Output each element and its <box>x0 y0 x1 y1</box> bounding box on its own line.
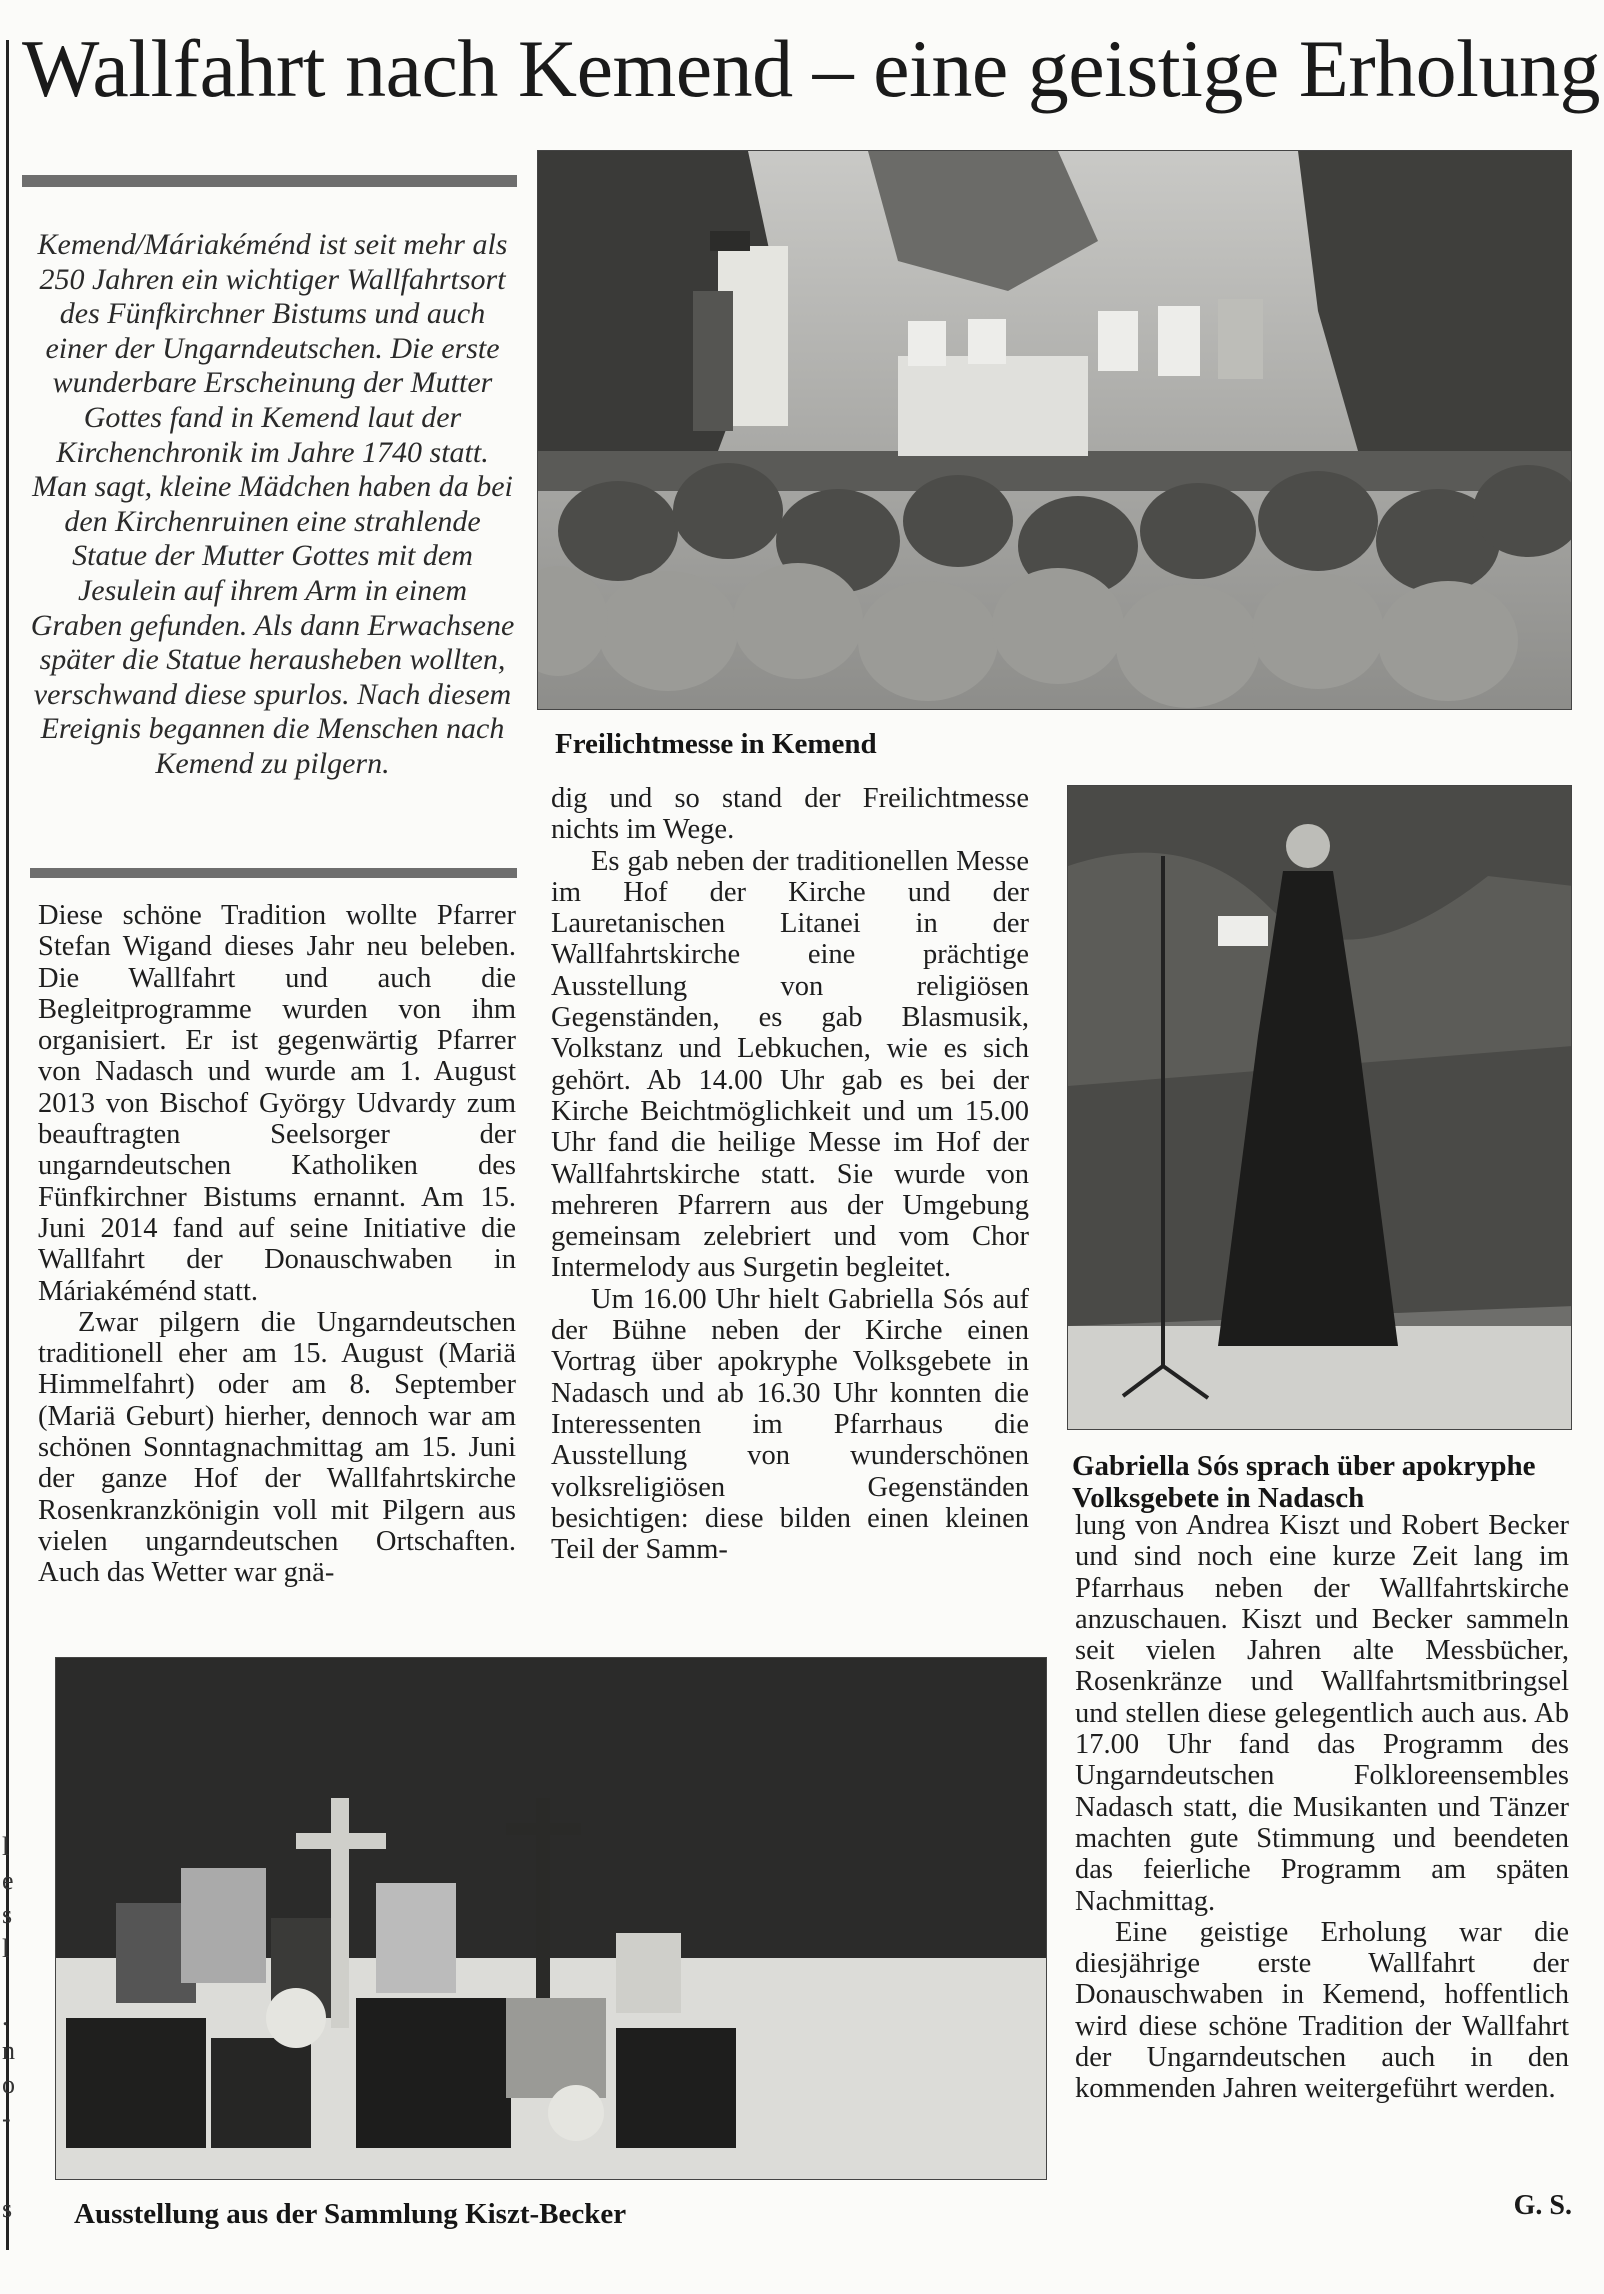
photo-speaker <box>1067 785 1572 1430</box>
edge-fragment: e <box>2 1866 14 1895</box>
edge-fragment: n <box>2 2036 15 2065</box>
paragraph: Eine geistige Erholung war die diesjährige erste Wallfahrt der Donauschwaben in Kemend, hoffentlich wird diese schöne Tradition der Wallfahrt der Ungarndeutschen auch in den kommenden Jahren weitergeführt werden. <box>1075 1916 1569 2105</box>
edge-fragment: . <box>2 2002 9 2031</box>
article-headline: Wallfahrt nach Kemend – eine geistige Erholung <box>22 23 1600 114</box>
article-column-1 <box>38 900 516 1589</box>
edge-fragment: s <box>2 2194 13 2223</box>
mass-photo-image <box>538 151 1572 710</box>
author-signature: G. S. <box>1513 2190 1572 2221</box>
edge-fragment: - <box>2 2104 11 2133</box>
paragraph: Es gab neben der traditionellen Messe im Hof der Kirche und der Lauretanischen Litanei in der Wallfahrtskirche eine prächtige Ausstellung von religiösen Gegenständen, es gab Blasmusik, Volkstanz und Lebkuchen, wie es sich gehört. Ab 14.00 Uhr gab es bei der Kirche Beichtmöglichkeit und um 15.00 Uhr fand die heilige Messe im Hof der Wallfahrtskirche statt. Sie wurde von mehreren Pfarrern aus der Umgebung gemeinsam zelebriert und vom Chor Intermelody aus Surgetin begleitet. <box>551 845 1029 1284</box>
article-intro: Kemend/Máriakéménd ist seit mehr als 250 Jahren ein wichtiger Wallfahrtsort des Fünfkirchner Bistums und auch einer der Ungarndeutschen. Die erste wunderbare Erscheinung der Mutter Gottes fand in Kemend laut der Kirchenchronik im Jahre 1740 statt. Man sagt, kleine Mädchen haben da bei den Kirchenruinen eine strahlende Statue der Mutter Gottes mit dem Jesulein auf ihrem Arm in einem Graben gefunden. Als dann Erwachsene später die Statue herausheben wollten, verschwand diese spurlos. Nach diesem Ereignis begannen die Menschen nach Kemend zu pilgern. <box>30 228 515 780</box>
photo-caption-exhibition: Ausstellung aus der Sammlung Kiszt-Becker <box>74 2198 627 2230</box>
article-column-3 <box>1075 1510 1569 2105</box>
edge-fragment: l <box>2 1934 10 1963</box>
edge-fragment: s <box>2 1900 13 1929</box>
paragraph: Zwar pilgern die Ungarndeutschen traditionell eher am 15. August (Mariä Himmelfahrt) oder am 8. September (Mariä Geburt) hierher, dennoch war am schönen Sonntagnachmittag am 15. Juni der ganze Hof der Wallfahrtskirche Rosenkranzkönigin voll mit Pilgern aus vielen ungarndeutschen Ortschaften. Auch das Wetter war gnä- <box>38 1306 516 1589</box>
intro-top-rule <box>22 175 517 187</box>
paragraph: dig und so stand der Freilichtmesse nichts im Wege. <box>551 783 1029 846</box>
edge-fragment: l <box>2 1832 10 1861</box>
exhibition-photo-image <box>56 1658 1047 2180</box>
photo-caption-mass: Freilichtmesse in Kemend <box>555 728 877 760</box>
paragraph: Diese schöne Tradition wollte Pfarrer Stefan Wigand dieses Jahr neu beleben. Die Wallfahrt und auch die Begleitprogramme wurden von ihm organisiert. Er ist gegenwärtig Pfarrer von Nadasch und wurde am 1. August 2013 von Bischof György Udvardy zum beauftragten Seelsorger der ungarndeutschen Katholiken des Fünfkirchner Bistums ernannt. Am 15. Juni 2014 fand auf seine Initiative die Wallfahrt der Donauschwaben in Máriakéménd statt. <box>38 900 516 1307</box>
article-column-2 <box>551 783 1029 1565</box>
paragraph: Um 16.00 Uhr hielt Gabriella Sós auf der Bühne neben der Kirche einen Vortrag über apokryphe Volksgebete in Nadasch und ab 16.30 Uhr konnten die Interessenten im Pfarrhaus die Ausstellung von wunderschönen volksreligiösen Gegenständen besichtigen: diese bilden einen kleinen Teil der Samm- <box>551 1283 1029 1566</box>
speaker-photo-image <box>1068 786 1572 1430</box>
photo-exhibition <box>55 1657 1047 2180</box>
photo-open-air-mass <box>537 150 1572 710</box>
intro-bottom-rule <box>30 868 517 878</box>
edge-fragment: o <box>2 2070 15 2099</box>
paragraph: lung von Andrea Kiszt und Robert Becker und sind noch eine kurze Zeit lang im Pfarrhaus neben der Wallfahrtskirche anzuschauen. Kiszt und Becker sammeln seit vielen Jahren alte Messbücher, Rosenkränze und Wallfahrtsmitbringsel und stellen diese gelegentlich auch aus. Ab 17.00 Uhr fand das Programm des Ungarndeutschen Folkloreensembles Nadasch statt, die Musikanten und Tänzer machten gute Stimmung und beendeten das feierliche Programm am späten Nachmittag. <box>1075 1510 1569 1917</box>
photo-caption-speaker: Gabriella Sós sprach über apokryphe Volksgebete in Nadasch <box>1072 1450 1536 1514</box>
